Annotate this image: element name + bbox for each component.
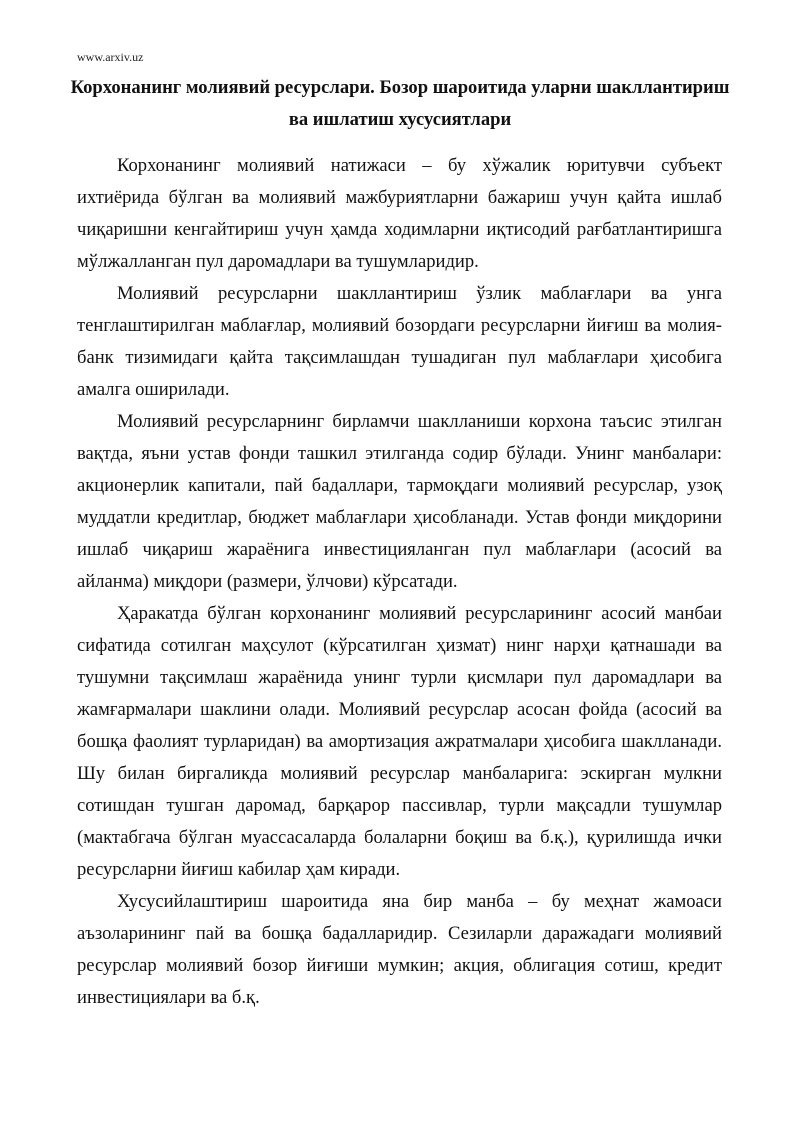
paragraph-2: Молиявий ресурсларни шакллантириш ўзлик маблағлари ва унга тенглаштирилган маблағлар, молиявий бозордаги ресурсларни йиғиш ва молия-банк тизимидаги қайта тақсимлашдан тушадиган пул маблағлари ҳисобига амалга оширилади. xyxy=(77,283,722,400)
paragraph-3: Молиявий ресурсларнинг бирламчи шаклланиши корхона таъсис этилган вақтда, яъни устав фонди ташкил этилганда содир бўлади. Унинг манбалари: акционерлик капитали, пай бадаллари, тармоқдаги молиявий ресурслар, узоқ муддатли кредитлар, бюджет маблағлари ҳисобланади. Устав фонди миқдорини ишлаб чиқариш жараёнига инвестицияланган пул маблағлари (асосий ва айланма) миқдори (размери, ўлчови) кўрсатади. xyxy=(77,411,722,592)
paragraph-4: Ҳаракатда бўлган корхонанинг молиявий ресурсларининг асосий манбаи сифатида сотилган маҳсулот (кўрсатилган ҳизмат) нинг нарҳи қатнашади ва тушумни тақсимлаш жараёнида унинг турли қисмлари пул даромадлари ва жамғармалари шаклини олади. Молиявий ресурслар асосан фойда (асосий ва бошқа фаолият турларидан) ва амортизация ажратмалари ҳисобига шаклланади. Шу билан биргаликда молиявий ресурслар манбаларига: эскирган мулкни сотишдан тушган даромад, барқарор пассивлар, турли мақсадли тушумлар (мактабгача бўлган муассасаларда болаларни боқиш ва б.қ.), қурилишда ички ресурсларни йиғиш кабилар ҳам киради. xyxy=(77,603,722,880)
document-body xyxy=(77,150,722,1014)
paragraph-5: Хусусийлаштириш шароитида яна бир манба – бу меҳнат жамоаси аъзоларининг пай ва бошқа бадалларидир. Сезиларли даражадаги молиявий ресурслар молиявий бозор йиғиши мумкин; акция, облигация сотиш, кредит инвестициялари ва б.қ. xyxy=(77,891,722,1008)
site-url-header: www.arxiv.uz xyxy=(77,50,144,64)
paragraph-1: Корхонанинг молиявий натижаси – бу хўжалик юритувчи субъект ихтиёрида бўлган ва молиявий мажбуриятларни бажариш учун қайта ишлаб чиқаришни кенгайтириш учун ҳамда ходимларни иқтисодий рағбатлантиришга мўлжалланган пул даромадлари ва тушумларидир. xyxy=(77,155,722,272)
document-title: Корхонанинг молиявий ресурслари. Бозор шароитида уларни шакллантириш ва ишлатиш хусусиятлари xyxy=(70,77,730,130)
